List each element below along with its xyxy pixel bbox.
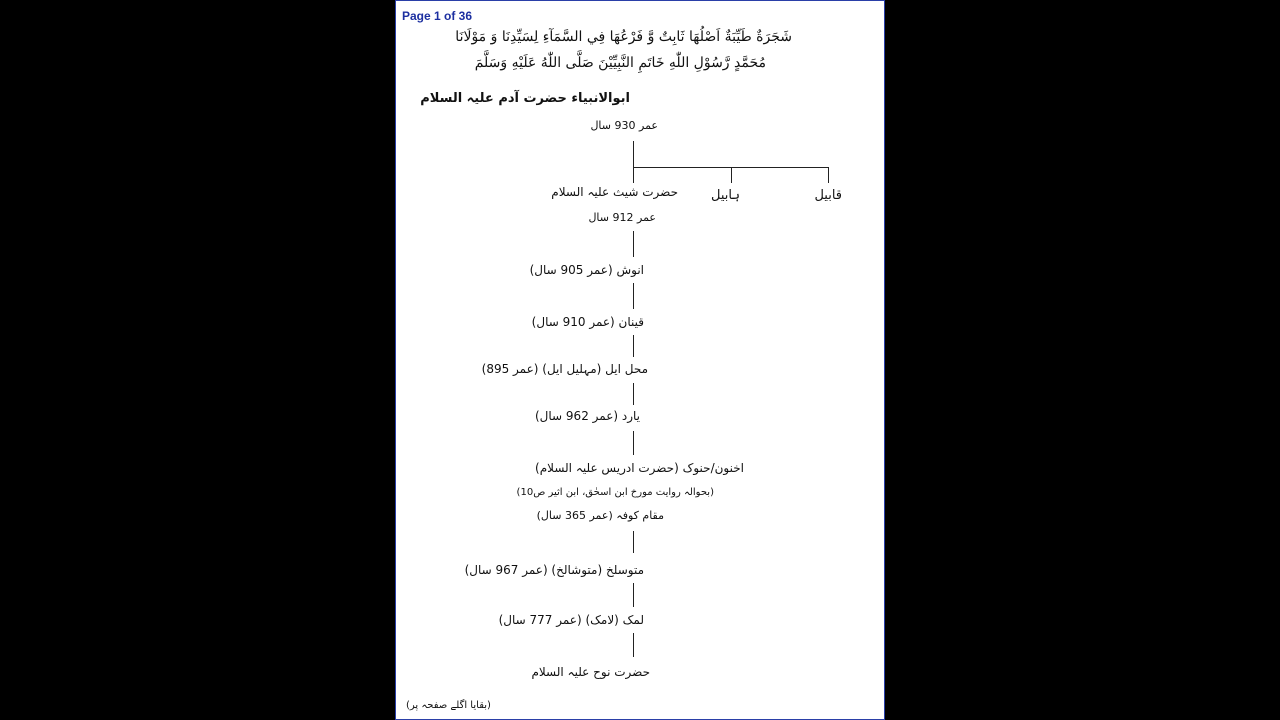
lineage-line (633, 583, 634, 607)
heading-line-2: مُحَمَّدٍ رَّسُوْلِ اللّٰهِ خَاتَمِ النَّبِيِّيْنَ صَلَّى اللّٰهُ عَلَيْهِ وَسَلَّمَ (474, 55, 766, 71)
lineage-item-idris: اخنون/حنوک (حضرت ادریس علیہ السلام) (535, 461, 744, 475)
lineage-line (633, 335, 634, 357)
lineage-line (633, 431, 634, 455)
idris-place: مقام کوفہ (عمر 365 سال) (536, 509, 664, 522)
lineage-item-anosh: انوش (عمر 905 سال) (529, 263, 644, 277)
root-age: عمر 930 سال (590, 119, 658, 132)
lineage-item-mahalalel: محل ایل (مہلیل ایل) (عمر 895) (481, 362, 648, 376)
heading-line-1: شَجَرَةٌ طَيِّبَةٌ اَصْلُهَا ثَابِتٌ وَّ فَرْعُهَا فِي السَّمَآءِ لِسَيِّدِنَا وَ مَوْلَانَا (455, 29, 792, 45)
root-trunk-line (633, 141, 634, 183)
continued-note: (بقایا اگلے صفحہ پر) (406, 700, 491, 711)
lineage-item-nuh: حضرت نوح علیہ السلام (531, 665, 650, 679)
lineage-line (633, 531, 634, 553)
branch-qabil: قابیل (814, 188, 842, 203)
habil-drop-line (731, 167, 732, 183)
lineage-line (633, 283, 634, 309)
lineage-item-qinan: قینان (عمر 910 سال) (531, 315, 644, 329)
document-page (395, 0, 885, 720)
lineage-item-methuselah: متوسلخ (متوشالخ) (عمر 967 سال) (464, 563, 644, 577)
qabil-drop-line (828, 167, 829, 183)
lineage-line (633, 633, 634, 657)
lineage-line (633, 383, 634, 405)
root-name: ابوالانبیاء حضرت آدم علیہ السلام (420, 91, 630, 106)
page-number: Page 1 of 36 (402, 9, 473, 23)
lineage-item-yared: یارد (عمر 962 سال) (534, 409, 640, 423)
branch-habil: ہابیل (711, 188, 740, 203)
lineage-item-lamech: لمک (لامک) (عمر 777 سال) (498, 613, 644, 627)
idris-reference: (بحوالہ روایت مورخ ابن اسحٰق، ابن اثیر ص10) (516, 487, 714, 498)
lineage-line (633, 231, 634, 257)
branch-sheeth-name: حضرت شیث علیہ السلام (551, 185, 678, 199)
branch-sheeth-age: عمر 912 سال (588, 211, 656, 224)
